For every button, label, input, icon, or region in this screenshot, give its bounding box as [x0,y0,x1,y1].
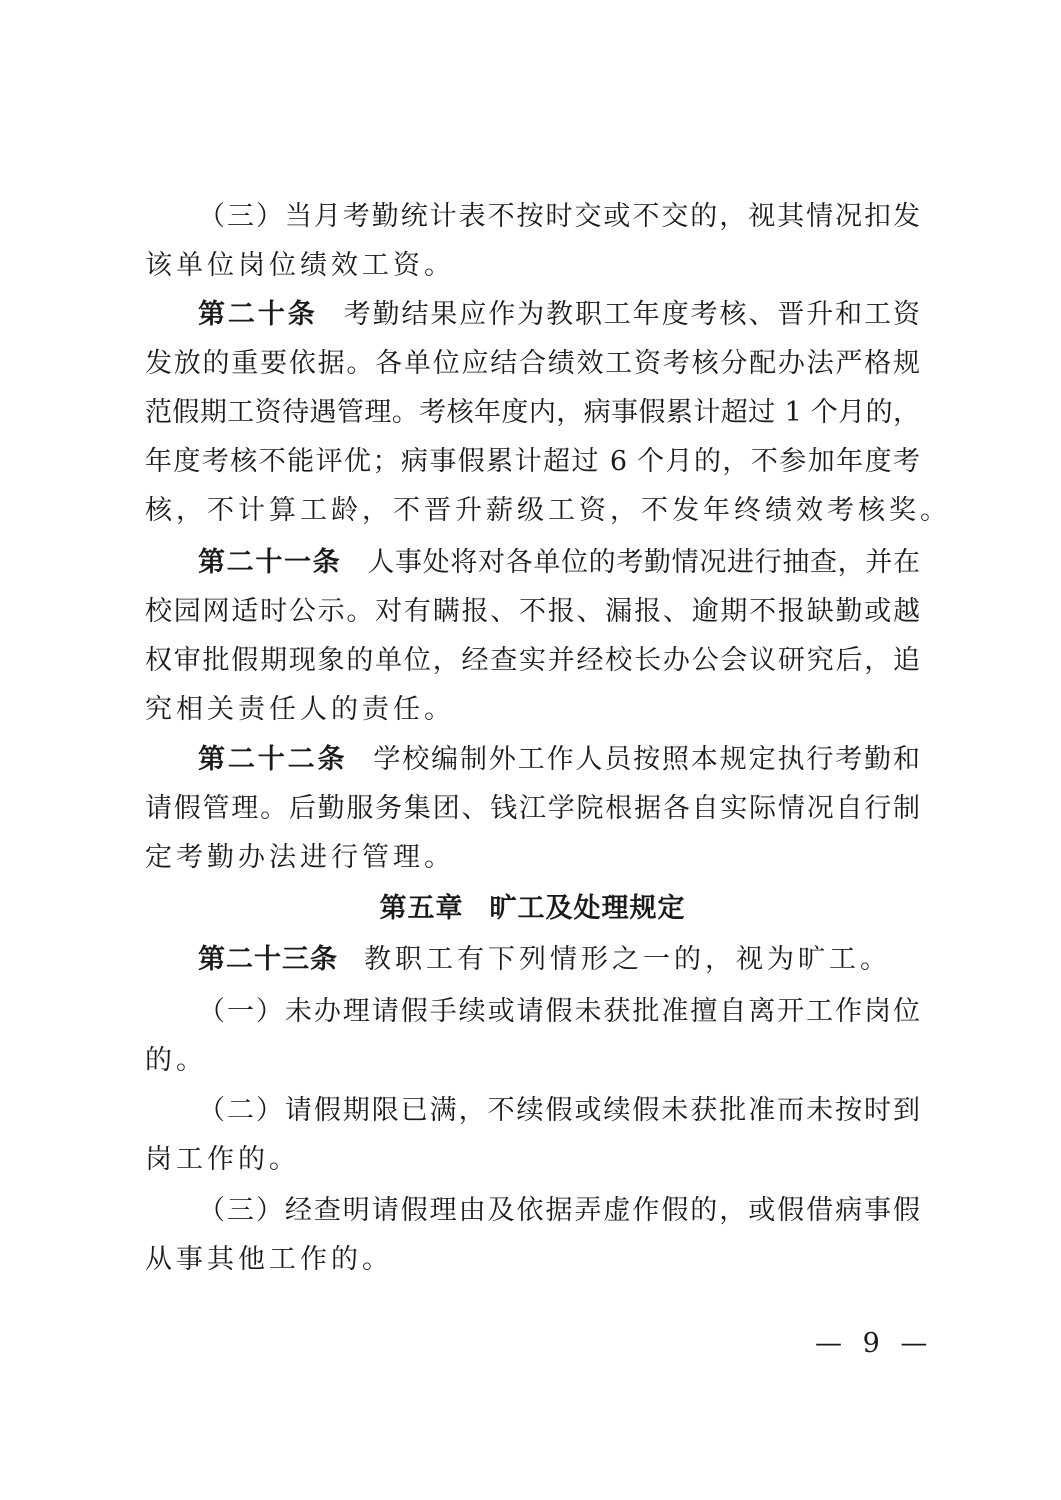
article-21-first-line [198,546,920,580]
text-line: 请假管理。后勤服务集团、钱江学院根据各自实际情况自行制 [145,793,920,824]
text-line: （三）当月考勤统计表不按时交或不交的，视其情况扣发 [198,201,920,232]
text-line: 教职工有下列情形之一的，视为旷工。 [364,944,891,975]
text-line: 校园网适时公示。对有瞒报、不报、漏报、逾期不报缺勤或越 [145,596,920,627]
text-line: （三）经查明请假理由及依据弄虚作假的，或假借病事假 [198,1195,920,1226]
chapter-heading [145,892,920,926]
text-line: 人事处将对各单位的考勤情况进行抽查，并在 [367,547,921,578]
text-line: 权审批假期现象的单位，经查实并经校长办公会议研究后，追 [145,645,920,676]
article-heading: 第二十一条 [198,547,342,578]
text-line: 该单位岗位绩效工资。 [145,250,455,281]
text-line: 年度考核不能评优；病事假累计超过 6 个月的，不参加年度考 [145,446,920,477]
article-22-first-line [198,743,920,777]
article-heading: 第二十条 [198,299,318,330]
text-line: 从事其他工作的。 [145,1244,393,1275]
article-heading: 第二十二条 [198,744,348,775]
text-line: 核，不计算工龄，不晋升薪级工资，不发年终绩效考核奖。 [145,495,951,526]
text-line: 定考勤办法进行管理。 [145,842,455,873]
chapter-title: 旷工及处理规定 [489,893,686,924]
page-number: — 9 — [815,1328,934,1359]
text-line: 学校编制外工作人员按照本规定执行考勤和 [373,744,921,775]
text-line: 考勤结果应作为教职工年度考核、晋升和工资 [343,299,921,330]
text-line: 范假期工资待遇管理。考核年度内，病事假累计超过 1 个月的， [145,397,920,428]
text-line: 发放的重要依据。各单位应结合绩效工资考核分配办法严格规 [145,348,920,379]
text-line: 究相关责任人的责任。 [145,694,455,725]
article-heading: 第二十三条 [198,944,338,975]
article-23-first-line [198,943,920,977]
text-line: 岗工作的。 [145,1144,300,1175]
text-line: （一）未办理请假手续或请假未获批准擅自离开工作岗位 [198,996,920,1027]
chapter-number: 第五章 [379,893,464,924]
text-line: 的。 [145,1045,207,1076]
article-20-first-line [198,298,920,332]
text-line: （二）请假期限已满，不续假或续假未获批准而未按时到 [198,1095,920,1126]
